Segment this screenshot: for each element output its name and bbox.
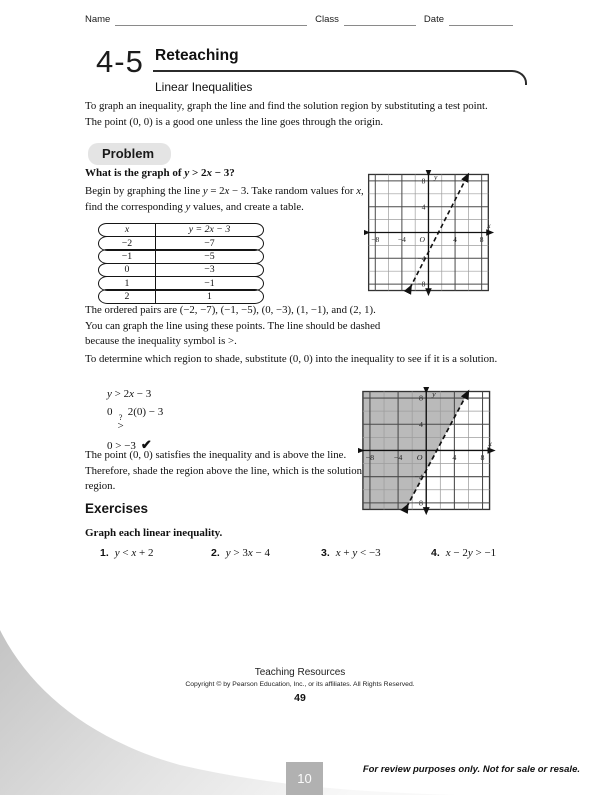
y-tick: −4 <box>417 253 426 263</box>
class-label: Class <box>315 14 339 25</box>
x-axis-label: x <box>487 220 491 230</box>
table-row <box>98 263 264 278</box>
questioned-inequality <box>118 415 124 430</box>
x-tick: −4 <box>397 235 406 245</box>
exercise-number: 3. <box>321 547 330 559</box>
step-2 <box>107 405 163 430</box>
greater-than: > <box>117 419 124 432</box>
graph-line-unshaded <box>364 170 501 297</box>
y-axis-label: y <box>432 389 436 399</box>
y-tick: 4 <box>419 420 424 429</box>
exercise-number: 4. <box>431 547 440 559</box>
x-axis-label: x <box>488 439 492 448</box>
lesson-number: 4-5 <box>96 44 144 79</box>
substitute-paragraph: To determine which region to shade, substitute (0, 0) into the inequality to see if it is a solution. <box>85 353 498 365</box>
begin-paragraph: Begin by graphing the line y = 2x − 3. Take random values for x, find the corresponding y values, and create a table. <box>85 185 364 213</box>
exercise-expression: y < x + 2 <box>114 547 154 559</box>
x-tick: −8 <box>365 453 375 463</box>
footer-series-title: Teaching Resources <box>254 667 346 678</box>
table-header-x: x <box>99 224 156 237</box>
cell-y-1: −5 <box>204 250 215 262</box>
question-mark: ? <box>118 413 123 423</box>
table-row <box>98 249 264 264</box>
exercises-heading: Exercises <box>85 501 149 516</box>
graph-line-shaded <box>358 387 503 516</box>
cell-y-2: −3 <box>204 264 215 276</box>
name-label: Name <box>85 14 111 25</box>
problem-badge: Problem <box>88 143 171 165</box>
step-2-left: 0 <box>107 406 113 419</box>
date-label: Date <box>423 14 444 25</box>
lesson-subtitle: Linear Inequalities <box>155 80 253 94</box>
review-notice: For review purposes only. Not for sale or resale. <box>362 764 580 775</box>
cell-x-1: −1 <box>99 250 156 263</box>
exercise-number: 2. <box>211 547 220 559</box>
y-axis-label: y <box>434 172 438 182</box>
values-table <box>98 224 264 304</box>
table-row <box>98 236 264 251</box>
exercise-number: 1. <box>100 547 109 559</box>
y-tick: 4 <box>421 202 426 212</box>
intro-paragraph: To graph an inequality, graph the line and find the solution region by substituting a test point. The point (0, 0) is a good one unless the line goes through the origin. <box>85 100 488 128</box>
y-tick: 8 <box>421 176 426 186</box>
bottom-page-number: 10 <box>297 771 312 786</box>
cell-x-0: −2 <box>99 237 156 250</box>
ordered-pairs-paragraph: The ordered pairs are (−2, −7), (−1, −5), (0, −3), (1, −1), and (2, 1). You can graph the line using these points. The line should be dashed because the inequality symbol is >. <box>85 304 381 348</box>
table-header-y: y = 2x − 3 <box>188 224 231 236</box>
exercise-3 <box>321 547 381 559</box>
footer-copyright: Copyright © by Pearson Education, Inc., or its affiliates. All Rights Reserved. <box>185 681 415 688</box>
header-fill-in-row <box>85 13 513 26</box>
y-tick: 8 <box>419 393 424 403</box>
step-2-right: 2(0) − 3 <box>127 406 164 419</box>
exercise-expression: x + y < −3 <box>335 547 381 559</box>
cell-x-3: 1 <box>99 277 156 290</box>
table-row <box>98 289 264 304</box>
exercise-2 <box>211 547 270 559</box>
conclusion-paragraph: The point (0, 0) satisfies the inequality and is above the line. Therefore, shade the region above the line, which is the solution region. <box>85 449 363 493</box>
class-blank-line <box>344 13 416 26</box>
x-tick: 8 <box>480 453 485 463</box>
cell-x-4: 2 <box>99 290 156 303</box>
step-1: y > 2x − 3 <box>107 388 152 400</box>
problem-question: What is the graph of y > 2x − 3? <box>85 167 235 179</box>
table-header-row <box>98 223 264 238</box>
exercise-expression: y > 3x − 4 <box>225 547 270 559</box>
y-tick: −4 <box>414 472 424 482</box>
check-mark-icon: ✔ <box>140 437 152 453</box>
exercises-instruction: Graph each linear inequality. <box>85 527 223 539</box>
x-tick: 4 <box>452 453 457 463</box>
cell-y-0: −7 <box>204 237 215 249</box>
bottom-page-number-box <box>286 762 323 795</box>
x-tick: −8 <box>371 235 380 245</box>
cell-x-2: 0 <box>99 264 156 277</box>
exercise-4 <box>431 547 496 559</box>
exercise-1 <box>100 547 153 559</box>
x-tick: 4 <box>453 235 457 245</box>
y-tick: −8 <box>417 279 426 289</box>
footer-page-number: 49 <box>294 692 306 704</box>
step-3-text: 0 > −3 <box>107 440 136 453</box>
cell-y-4: 1 <box>207 290 212 302</box>
cell-y-3: −1 <box>204 277 215 289</box>
x-tick: 8 <box>479 235 484 245</box>
origin-label: O <box>416 453 423 463</box>
lesson-title: Reteaching <box>155 47 239 64</box>
exercise-expression: x − 2y > −1 <box>445 547 497 559</box>
origin-label: O <box>419 235 425 245</box>
x-tick: −4 <box>393 453 403 463</box>
y-tick: −8 <box>414 498 424 508</box>
date-blank-line <box>449 13 513 26</box>
table-row <box>98 276 264 291</box>
name-blank-line <box>115 13 307 26</box>
